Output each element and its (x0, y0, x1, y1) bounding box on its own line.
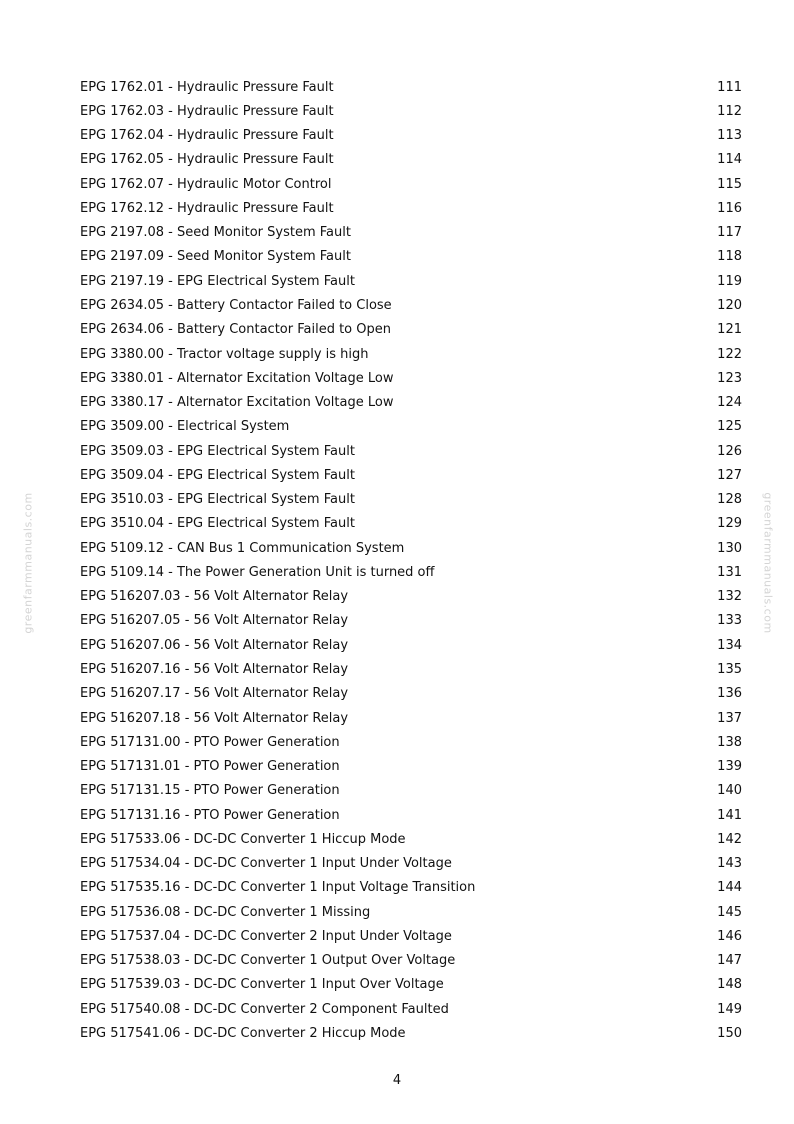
toc-entry-page[interactable]: 114 (717, 152, 742, 168)
toc-entry-title[interactable]: EPG 1762.01 - Hydraulic Pressure Fault (80, 79, 334, 95)
toc-entry[interactable] (80, 585, 742, 609)
toc-entry-title[interactable]: EPG 517131.01 - PTO Power Generation (80, 759, 340, 775)
toc-entry-page[interactable]: 125 (717, 419, 742, 435)
toc-entry-page[interactable]: 130 (717, 540, 742, 556)
toc-entry[interactable] (80, 852, 742, 876)
toc-entry[interactable] (80, 293, 742, 317)
toc-entry-page[interactable]: 128 (717, 492, 742, 508)
watermark-left: greenfarmmanuals.com (21, 492, 35, 634)
toc-entry-title[interactable]: EPG 3509.03 - EPG Electrical System Fault (80, 443, 355, 459)
table-of-contents (80, 75, 742, 1046)
toc-entry-page[interactable]: 144 (717, 880, 742, 896)
toc-entry-title[interactable]: EPG 516207.16 - 56 Volt Alternator Relay (80, 662, 349, 677)
toc-entry[interactable] (80, 342, 742, 366)
toc-entry[interactable] (80, 754, 742, 778)
toc-entry-title[interactable]: EPG 1762.04 - Hydraulic Pressure Fault (80, 128, 334, 144)
toc-entry-page[interactable]: 149 (717, 1001, 742, 1017)
toc-entry-title[interactable]: EPG 517541.06 - DC-DC Converter 2 Hiccup Mode (80, 1025, 406, 1041)
toc-entry[interactable] (80, 512, 742, 536)
toc-entry-page[interactable]: 118 (717, 249, 742, 265)
toc-entry[interactable] (80, 973, 742, 997)
toc-entry[interactable] (80, 949, 742, 973)
toc-entry-title[interactable]: EPG 517131.00 - PTO Power Generation (80, 734, 340, 750)
toc-entry-title[interactable]: EPG 2197.19 - EPG Electrical System Fault (80, 273, 355, 289)
toc-entry[interactable] (80, 221, 742, 245)
toc-entry-title[interactable]: EPG 517131.16 - PTO Power Generation (80, 807, 340, 823)
toc-entry-page[interactable]: 142 (717, 831, 742, 847)
toc-entry-page[interactable]: 117 (717, 225, 742, 241)
toc-entry-page[interactable]: 119 (717, 273, 742, 289)
toc-entry[interactable] (80, 99, 742, 123)
toc-entry[interactable] (80, 536, 742, 560)
toc-entry[interactable] (80, 415, 742, 439)
toc-entry[interactable] (80, 609, 742, 633)
toc-entry[interactable] (80, 1021, 742, 1045)
toc-entry-title[interactable]: EPG 517540.08 - DC-DC Converter 2 Component Faulted (80, 1001, 449, 1017)
toc-entry-title[interactable]: EPG 2197.08 - Seed Monitor System Fault (80, 225, 351, 241)
toc-entry-title[interactable]: EPG 3380.17 - Alternator Excitation Voltage Low (80, 395, 394, 411)
toc-entry[interactable] (80, 633, 742, 657)
toc-entry-page[interactable]: 148 (717, 977, 742, 993)
toc-entry[interactable] (80, 730, 742, 754)
toc-entry-page[interactable]: 127 (717, 467, 742, 483)
toc-entry[interactable] (80, 318, 742, 342)
toc-entry-page[interactable]: 129 (717, 516, 742, 532)
toc-entry-page[interactable]: 135 (717, 662, 742, 677)
toc-entry-title[interactable]: EPG 3509.00 - Electrical System (80, 419, 290, 435)
toc-entry-title[interactable]: EPG 1762.05 - Hydraulic Pressure Fault (80, 152, 334, 168)
toc-entry-title[interactable]: EPG 517535.16 - DC-DC Converter 1 Input Voltage Transition (80, 880, 476, 896)
toc-entry-title[interactable]: EPG 517537.04 - DC-DC Converter 2 Input Under Voltage (80, 928, 452, 944)
toc-entry-page[interactable]: 126 (717, 443, 742, 459)
page-number: 4 (392, 1073, 402, 1088)
toc-entry-page[interactable]: 122 (717, 346, 742, 362)
toc-entry-page[interactable]: 146 (717, 928, 742, 944)
toc-entry[interactable] (80, 148, 742, 172)
toc-entry-page[interactable]: 111 (717, 79, 742, 95)
toc-entry-page[interactable]: 132 (717, 589, 742, 605)
toc-entry[interactable] (80, 245, 742, 269)
toc-entry-title[interactable]: EPG 517539.03 - DC-DC Converter 1 Input Over Voltage (80, 977, 444, 993)
toc-entry-page[interactable]: 131 (717, 564, 742, 580)
toc-entry-title[interactable]: EPG 2634.05 - Battery Contactor Failed to Close (80, 298, 392, 314)
toc-entry-page[interactable]: 136 (717, 686, 742, 702)
toc-entry-page[interactable]: 123 (717, 370, 742, 386)
toc-entry-page[interactable]: 116 (717, 200, 742, 216)
toc-entry-title[interactable]: EPG 2197.09 - Seed Monitor System Fault (80, 249, 351, 265)
toc-entry[interactable] (80, 488, 742, 512)
toc-entry[interactable] (80, 779, 742, 803)
toc-entry-title[interactable]: EPG 517538.03 - DC-DC Converter 1 Output Over Voltage (80, 953, 456, 969)
toc-entry[interactable] (80, 876, 742, 900)
toc-entry-title[interactable]: EPG 3509.04 - EPG Electrical System Fault (80, 467, 355, 483)
toc-entry-page[interactable]: 124 (717, 395, 742, 411)
toc-entry[interactable] (80, 682, 742, 706)
toc-entry[interactable] (80, 706, 742, 730)
toc-entry-title[interactable]: EPG 3510.04 - EPG Electrical System Fault (80, 516, 355, 532)
toc-entry-page[interactable]: 139 (717, 759, 742, 775)
toc-entry[interactable] (80, 463, 742, 487)
toc-entry[interactable] (80, 172, 742, 196)
toc-entry-page[interactable]: 147 (717, 953, 742, 969)
toc-entry-title[interactable]: EPG 2634.06 - Battery Contactor Failed to Open (80, 322, 391, 338)
toc-entry-title[interactable]: EPG 516207.18 - 56 Volt Alternator Relay (80, 710, 349, 726)
toc-entry-page[interactable]: 113 (717, 128, 742, 144)
toc-entry-page[interactable]: 150 (717, 1025, 742, 1041)
toc-entry[interactable] (80, 924, 742, 948)
toc-entry-page[interactable]: 140 (717, 783, 742, 799)
toc-entry-title[interactable]: EPG 1762.12 - Hydraulic Pressure Fault (80, 200, 334, 216)
toc-entry[interactable] (80, 390, 742, 414)
toc-entry-page[interactable]: 134 (717, 637, 742, 653)
toc-entry-title[interactable]: EPG 1762.03 - Hydraulic Pressure Fault (80, 103, 334, 119)
toc-entry[interactable] (80, 560, 742, 584)
toc-entry-title[interactable]: EPG 517536.08 - DC-DC Converter 1 Missing (80, 904, 371, 920)
toc-entry-title[interactable]: EPG 1762.07 - Hydraulic Motor Control (80, 176, 332, 192)
toc-entry[interactable] (80, 196, 742, 220)
toc-entry-page[interactable]: 112 (717, 103, 742, 119)
toc-entry[interactable] (80, 827, 742, 851)
toc-entry[interactable] (80, 803, 742, 827)
toc-entry-title[interactable]: EPG 517533.06 - DC-DC Converter 1 Hiccup Mode (80, 831, 406, 847)
toc-entry-title[interactable]: EPG 3380.01 - Alternator Excitation Voltage Low (80, 370, 394, 386)
watermark-right: greenfarmmanuals.com (761, 492, 775, 634)
toc-entry-title[interactable]: EPG 516207.06 - 56 Volt Alternator Relay (80, 637, 349, 653)
toc-entry-title[interactable]: EPG 516207.03 - 56 Volt Alternator Relay (80, 589, 349, 605)
toc-entry-title[interactable]: EPG 3380.00 - Tractor voltage supply is high (80, 346, 369, 362)
toc-entry-title[interactable]: EPG 517131.15 - PTO Power Generation (80, 783, 340, 799)
toc-entry-title[interactable]: EPG 516207.17 - 56 Volt Alternator Relay (80, 686, 349, 702)
toc-entry-page[interactable]: 120 (717, 298, 742, 314)
toc-entry-title[interactable]: EPG 5109.14 - The Power Generation Unit is turned off (80, 564, 435, 580)
toc-entry-page[interactable]: 133 (717, 613, 742, 629)
toc-entry[interactable] (80, 75, 742, 99)
toc-entry[interactable] (80, 439, 742, 463)
toc-entry-page[interactable]: 141 (717, 807, 742, 823)
toc-entry-page[interactable]: 121 (717, 322, 742, 338)
toc-entry[interactable] (80, 366, 742, 390)
toc-entry[interactable] (80, 997, 742, 1021)
toc-entry-page[interactable]: 115 (717, 176, 742, 192)
toc-entry[interactable] (80, 269, 742, 293)
toc-entry[interactable] (80, 900, 742, 924)
toc-entry-title[interactable]: EPG 516207.05 - 56 Volt Alternator Relay (80, 613, 349, 629)
toc-entry-title[interactable]: EPG 517534.04 - DC-DC Converter 1 Input Under Voltage (80, 856, 452, 872)
toc-entry[interactable] (80, 124, 742, 148)
toc-entry-page[interactable]: 145 (717, 904, 742, 920)
toc-entry[interactable] (80, 657, 742, 681)
toc-entry-title[interactable]: EPG 5109.12 - CAN Bus 1 Communication System (80, 540, 405, 556)
toc-entry-page[interactable]: 137 (717, 710, 742, 726)
toc-entry-page[interactable]: 138 (717, 734, 742, 750)
toc-entry-page[interactable]: 143 (717, 856, 742, 872)
toc-entry-title[interactable]: EPG 3510.03 - EPG Electrical System Fault (80, 492, 355, 508)
